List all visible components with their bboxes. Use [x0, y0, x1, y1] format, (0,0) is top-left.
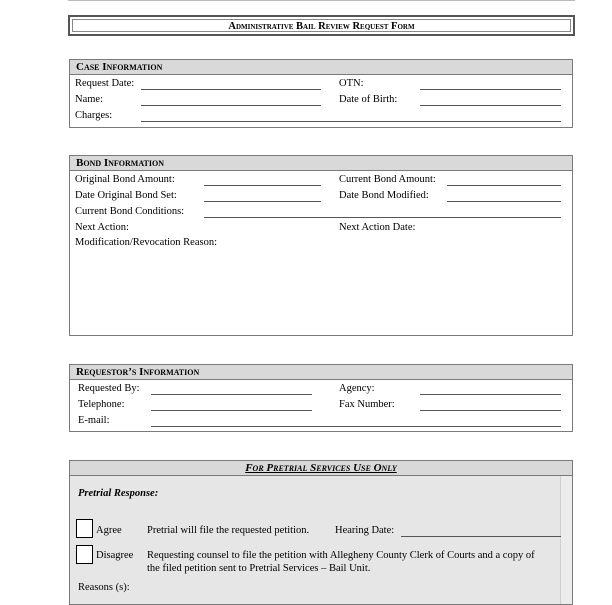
case-information-section — [69, 59, 573, 128]
request-date-label: Request Date: — [75, 78, 135, 89]
dob-field[interactable] — [420, 105, 561, 106]
fax-number-label: Fax Number: — [339, 399, 395, 410]
current-bond-amount-label: Current Bond Amount: — [339, 174, 436, 185]
agree-text: Pretrial will file the requested petition. — [147, 525, 310, 536]
requestor-information-section — [69, 364, 573, 432]
date-bond-modified-label: Date Bond Modified: — [339, 190, 429, 201]
current-bond-conditions-label: Current Bond Conditions: — [75, 206, 185, 217]
disagree-checkbox[interactable] — [76, 545, 93, 564]
pretrial-services-header: For Pretrial Services Use Only — [70, 461, 572, 476]
request-date-field[interactable] — [141, 89, 321, 90]
pretrial-scrollbar[interactable] — [560, 476, 572, 604]
disagree-text-line-1: Requesting counsel to file the petition with Allegheny County Clerk of Courts and a copy of — [147, 550, 535, 561]
charges-field[interactable] — [141, 121, 561, 122]
dob-label: Date of Birth: — [339, 94, 398, 105]
otn-field[interactable] — [420, 89, 561, 90]
original-bond-amount-field[interactable] — [204, 185, 321, 186]
current-bond-conditions-field[interactable] — [204, 217, 561, 218]
agency-label: Agency: — [339, 383, 375, 394]
email-label: E-mail: — [78, 415, 110, 426]
fax-number-field[interactable] — [420, 410, 561, 411]
pretrial-services-section — [69, 460, 573, 605]
next-action-date-label: Next Action Date: — [339, 222, 416, 233]
modification-reason-label: Modification/Revocation Reason: — [75, 237, 218, 248]
next-action-label: Next Action: — [75, 222, 129, 233]
telephone-label: Telephone: — [78, 399, 125, 410]
agree-checkbox[interactable] — [76, 519, 93, 538]
otn-label: OTN: — [339, 78, 364, 89]
current-bond-amount-field[interactable] — [447, 185, 561, 186]
requested-by-label: Requested By: — [78, 383, 140, 394]
agree-label: Agree — [96, 525, 122, 536]
date-original-bond-field[interactable] — [204, 201, 321, 202]
date-bond-modified-field[interactable] — [447, 201, 561, 202]
reasons-label: Reasons (s): — [78, 582, 130, 593]
email-field[interactable] — [151, 426, 561, 427]
top-edge — [68, 0, 575, 5]
hearing-date-label: Hearing Date: — [335, 525, 395, 536]
form-title-box — [68, 15, 575, 36]
requested-by-field[interactable] — [151, 394, 312, 395]
hearing-date-field[interactable] — [401, 536, 561, 537]
date-original-bond-label: Date Original Bond Set: — [75, 190, 177, 201]
pretrial-response-label: Pretrial Response: — [78, 488, 159, 499]
charges-label: Charges: — [75, 110, 113, 121]
telephone-field[interactable] — [151, 410, 312, 411]
agency-field[interactable] — [420, 394, 561, 395]
case-information-header: Case Information — [70, 60, 572, 75]
name-field[interactable] — [141, 105, 321, 106]
original-bond-amount-label: Original Bond Amount: — [75, 174, 175, 185]
disagree-label: Disagree — [96, 550, 134, 561]
form-title: Administrative Bail Review Request Form — [72, 19, 571, 32]
disagree-text-line-2: the filed petition sent to Pretrial Services – Bail Unit. — [147, 563, 371, 574]
bond-information-header: Bond Information — [70, 156, 572, 171]
name-label: Name: — [75, 94, 103, 105]
requestor-information-header: Requestor’s Information — [70, 365, 572, 380]
